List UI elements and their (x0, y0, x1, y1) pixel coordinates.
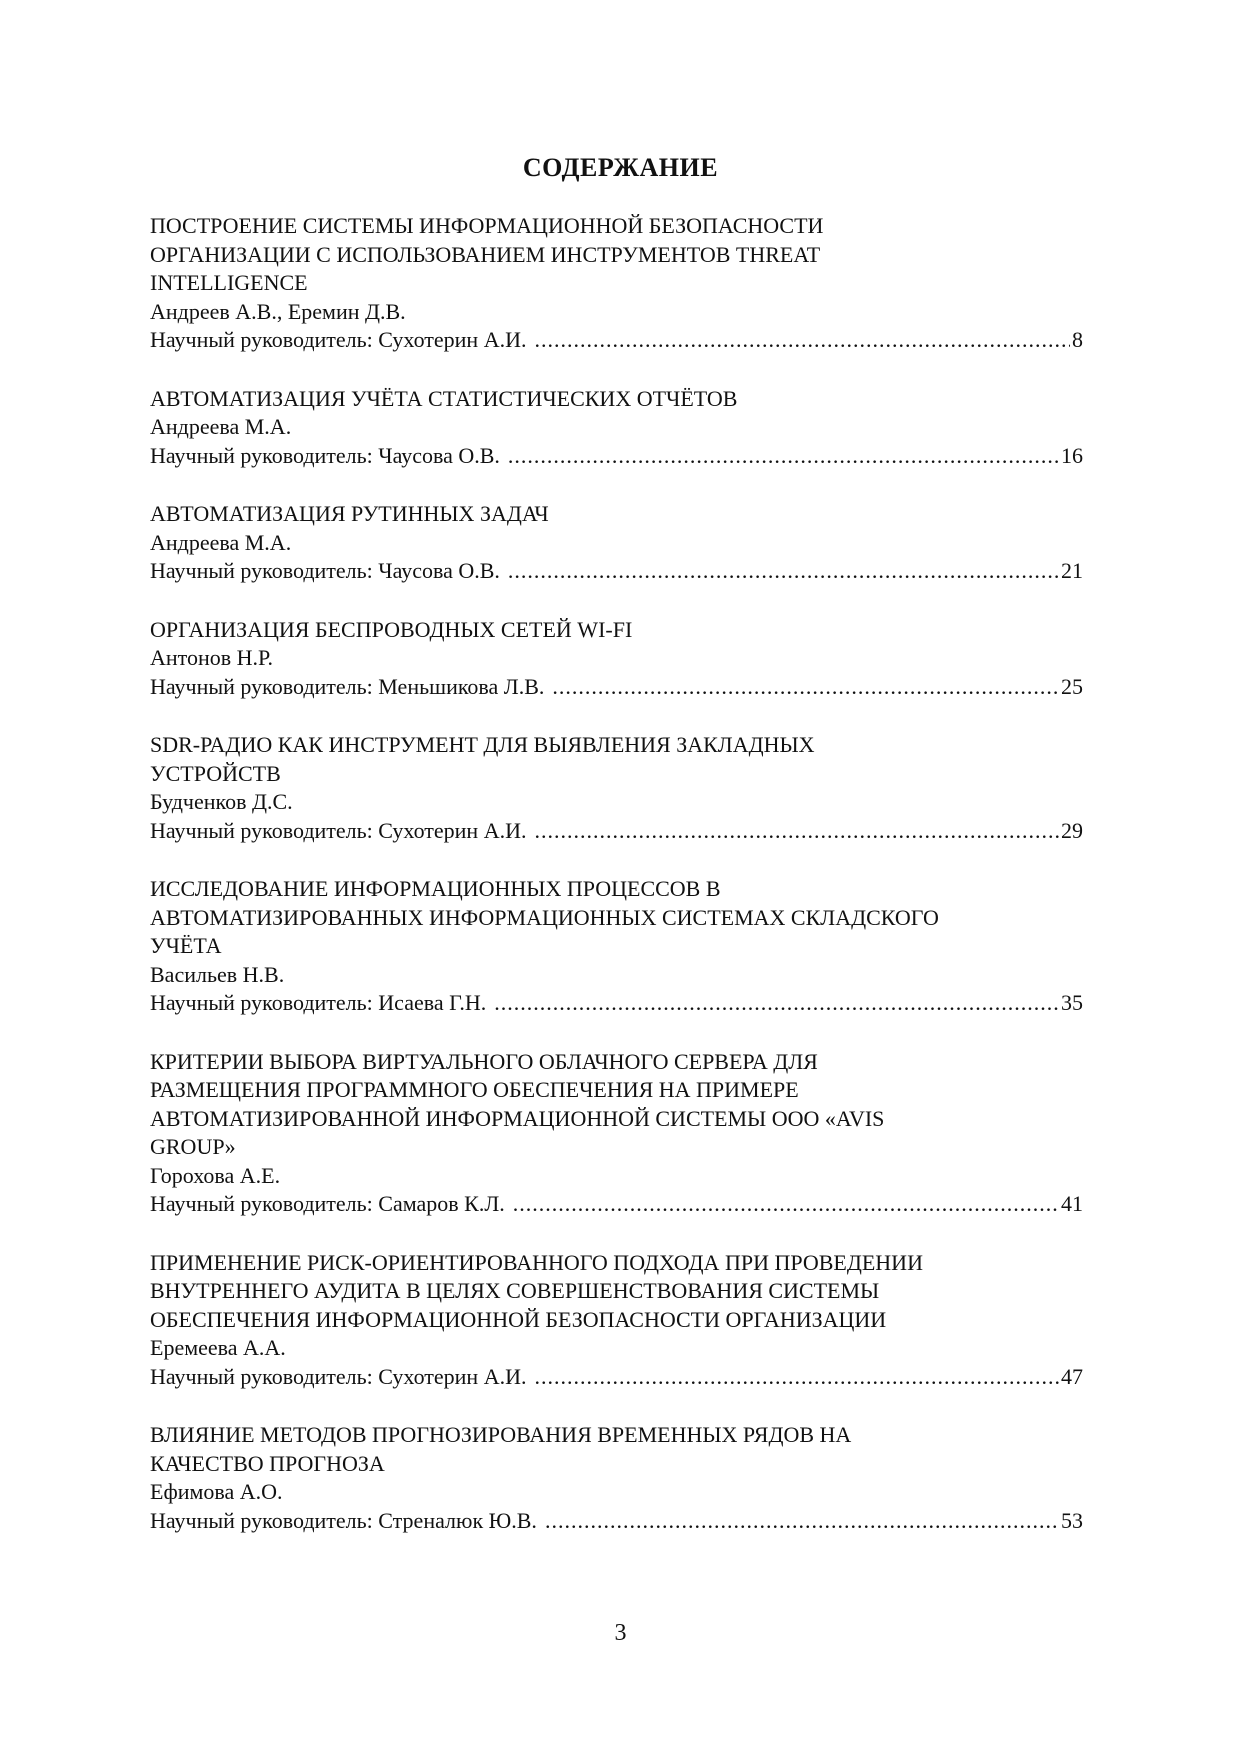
toc-entry-authors: Еремеева А.А. (150, 1335, 286, 1360)
toc-entry[interactable] (150, 616, 1083, 702)
toc-entry-page[interactable]: 53 (1061, 1507, 1083, 1533)
dot-leader (545, 1507, 1059, 1536)
dot-leader (494, 989, 1059, 1018)
dot-leader (552, 673, 1059, 702)
toc-entry-title: SDR-РАДИО КАК ИНСТРУМЕНТ ДЛЯ ВЫЯВЛЕНИЯ ЗАКЛАДНЫХ УСТРОЙСТВ (150, 732, 815, 786)
toc-entry-title: ИССЛЕДОВАНИЕ ИНФОРМАЦИОННЫХ ПРОЦЕССОВ В АВТОМАТИЗИРОВАННЫХ ИНФОРМАЦИОННЫХ СИСТЕМАХ СКЛАДСКОГО УЧЁТА (150, 876, 939, 958)
dot-leader (513, 1190, 1059, 1219)
toc-entry-page[interactable]: 8 (1072, 327, 1083, 352)
toc-entry-supervisor: Научный руководитель: Сухотерин А.И. (150, 817, 527, 843)
toc-entry-supervisor-line (150, 557, 1083, 586)
toc-entry[interactable] (150, 500, 1083, 586)
page-title: СОДЕРЖАНИЕ (522, 153, 719, 182)
dot-leader (534, 1363, 1059, 1392)
toc-entry-authors: Будченков Д.С. (150, 789, 293, 814)
toc-entry-page[interactable]: 29 (1061, 817, 1083, 843)
toc-entry-supervisor: Научный руководитель: Стреналюк Ю.В. (150, 1507, 537, 1533)
toc-entry-authors: Горохова А.Е. (150, 1162, 281, 1188)
toc-entry-title: ВЛИЯНИЕ МЕТОДОВ ПРОГНОЗИРОВАНИЯ ВРЕМЕННЫХ РЯДОВ НА КАЧЕСТВО ПРОГНОЗА (150, 1422, 852, 1476)
toc-entry-supervisor: Научный руководитель: Меньшикова Л.В. (150, 673, 545, 699)
page-number: 3 (614, 1620, 627, 1646)
toc-entry-page[interactable]: 47 (1061, 1363, 1083, 1389)
toc-entry-supervisor-line (150, 817, 1083, 846)
toc-entry-supervisor-line (150, 1190, 1083, 1219)
toc-entry-authors: Васильев Н.В. (150, 961, 285, 987)
toc-entry[interactable] (150, 875, 1083, 1018)
toc-entry[interactable] (150, 212, 1083, 355)
dot-leader (508, 557, 1059, 586)
toc-entry-authors: Андреев А.В., Еремин Д.В. (150, 298, 406, 324)
toc-entry-supervisor: Научный руководитель: Сухотерин А.И. (150, 327, 527, 352)
toc-entry-supervisor: Научный руководитель: Чаусова О.В. (150, 558, 500, 583)
toc-entry-page[interactable]: 25 (1061, 673, 1083, 699)
toc-entry[interactable] (150, 1249, 1083, 1392)
toc-entry[interactable] (150, 1421, 1083, 1535)
toc-entry-authors: Ефимова А.О. (150, 1479, 283, 1504)
toc-entry-supervisor: Научный руководитель: Чаусова О.В. (150, 442, 500, 468)
toc-entry-authors: Андреева М.А. (150, 414, 292, 439)
toc-entry-authors: Антонов Н.Р. (150, 645, 274, 670)
toc-entry-supervisor-line (150, 1507, 1083, 1536)
toc-entry[interactable] (150, 1048, 1083, 1219)
toc-entry-authors: Андреева М.А. (150, 529, 292, 555)
toc-entry-supervisor-line (150, 1363, 1083, 1392)
dot-leader (534, 817, 1059, 846)
dot-leader (508, 442, 1059, 471)
toc-entry-supervisor-line (150, 673, 1083, 702)
toc-entry-title: ПРИМЕНЕНИЕ РИСК-ОРИЕНТИРОВАННОГО ПОДХОДА ПРИ ПРОВЕДЕНИИ ВНУТРЕННЕГО АУДИТА В ЦЕЛЯХ СОВЕРШЕНСТВОВАНИЯ СИСТЕМЫ ОБЕСПЕЧЕНИЯ ИНФОРМАЦИОННОЙ БЕЗОПАСНОСТИ ОРГАНИЗАЦИИ (150, 1249, 923, 1332)
toc-entry-supervisor: Научный руководитель: Самаров К.Л. (150, 1191, 505, 1216)
toc-entry[interactable] (150, 731, 1083, 845)
toc-entry-page[interactable]: 21 (1061, 558, 1083, 583)
toc-entry[interactable] (150, 385, 1083, 471)
toc-entry-supervisor-line (150, 989, 1083, 1018)
toc-entry-title: ОРГАНИЗАЦИЯ БЕСПРОВОДНЫХ СЕТЕЙ WI-FI (150, 616, 633, 642)
toc-entry-supervisor-line (150, 326, 1083, 355)
toc-entry-title: ПОСТРОЕНИЕ СИСТЕМЫ ИНФОРМАЦИОННОЙ БЕЗОПАСНОСТИ ОРГАНИЗАЦИИ С ИСПОЛЬЗОВАНИЕМ ИНСТРУМЕНТОВ THREAT INTELLIGENCE (150, 213, 824, 295)
toc-entry-title: АВТОМАТИЗАЦИЯ РУТИННЫХ ЗАДАЧ (150, 501, 549, 526)
toc-entry-title: КРИТЕРИИ ВЫБОРА ВИРТУАЛЬНОГО ОБЛАЧНОГО СЕРВЕРА ДЛЯ РАЗМЕЩЕНИЯ ПРОГРАММНОГО ОБЕСПЕЧЕНИЯ НА ПРИМЕРЕ АВТОМАТИЗИРОВАННОЙ ИНФОРМАЦИОННОЙ СИСТЕМЫ ООО «AVIS GROUP» (150, 1048, 885, 1159)
toc-entry-supervisor-line (150, 442, 1083, 471)
table-of-contents (150, 212, 1083, 1565)
toc-entry-supervisor: Научный руководитель: Сухотерин А.И. (150, 1363, 527, 1389)
toc-entry-title: АВТОМАТИЗАЦИЯ УЧЁТА СТАТИСТИЧЕСКИХ ОТЧЁТОВ (150, 385, 738, 411)
dot-leader (534, 326, 1070, 355)
toc-entry-page[interactable]: 16 (1061, 442, 1083, 468)
toc-entry-page[interactable]: 35 (1061, 990, 1083, 1015)
toc-entry-page[interactable]: 41 (1061, 1191, 1083, 1216)
toc-entry-supervisor: Научный руководитель: Исаева Г.Н. (150, 990, 487, 1015)
